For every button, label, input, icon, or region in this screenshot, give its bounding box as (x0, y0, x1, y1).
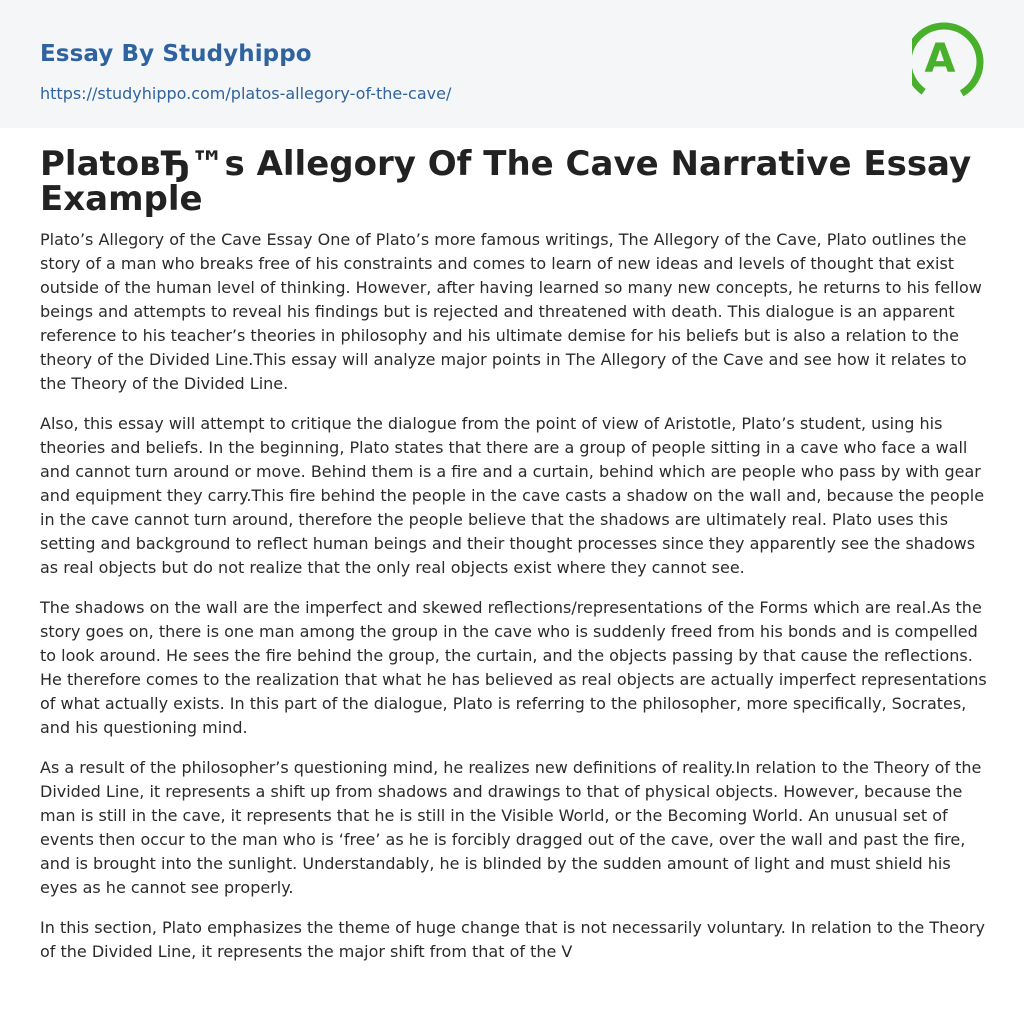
studyhippo-logo[interactable] (912, 18, 988, 106)
paragraph: The shadows on the wall are the imperfect and skewed reflections/representations of the Forms which are real.As the story goes on, there is one man among the group in the cave who is suddenly freed from his bonds and is compelled to look around. He sees the fire behind the group, the curtain, and the objects passing by that cause the reflections. He therefore comes to the realization that what he has believed as real objects are actually imperfect representations of what actually exists. In this part of the dialogue, Plato is referring to the philosopher, more specifically, Socrates, and his questioning mind. (40, 598, 987, 737)
paragraph: As a result of the philosopher’s questioning mind, he realizes new definitions of reality.In relation to the Theory of the Divided Line, it represents a shift up from shadows and drawings to that of physical objects. However, because the man is still in the cave, it represents that he is still in the Visible World, or the Becoming World. An unusual set of events then occur to the man who is ‘free’ as he is forcibly dragged out of the cave, over the wall and past the fire, and is brought into the sunlight. Understandably, he is blinded by the sudden amount of light and must shield his eyes as he cannot see properly. (40, 758, 982, 897)
paragraph: In this section, Plato emphasizes the theme of huge change that is not necessarily voluntary. In relation to the Theory of the Divided Line, it represents the major shift from that of the V (40, 918, 985, 961)
site-header (0, 0, 1024, 128)
logo-letter: A (924, 36, 956, 82)
page-title: PlatoвЂ™s Allegory Of The Cave Narrative Essay Example (40, 144, 972, 219)
paragraph: Plato’s Allegory of the Cave Essay One of Plato’s more famous writings, The Allegory of the Cave, Plato outlines the story of a man who breaks free of his constraints and comes to learn of new ideas and levels of thought that exist outside of the human level of thinking. However, after having learned so many new concepts, he returns to his fellow beings and attempts to reveal his findings but is rejected and threatened with death. This dialogue is an apparent reference to his teacher’s theories in philosophy and his ultimate demise for his beliefs but is also a relation to the theory of the Divided Line.This essay will analyze major points in The Allegory of the Cave and see how it relates to the Theory of the Divided Line. (40, 230, 982, 393)
article-body (40, 228, 988, 980)
article-url-link[interactable]: https://studyhippo.com/platos-allegory-of-the-cave/ (40, 84, 452, 103)
site-brand[interactable]: Essay By Studyhippo (40, 41, 312, 67)
paragraph: Also, this essay will attempt to critique the dialogue from the point of view of Aristotle, Plato’s student, using his theories and beliefs. In the beginning, Plato states that there are a group of people sitting in a cave who face a wall and cannot turn around or move. Behind them is a fire and a curtain, behind which are people who pass by with gear and equipment they carry.This fire behind the people in the cave casts a shadow on the wall and, because the people in the cave cannot turn around, therefore the people believe that the shadows are ultimately real. Plato uses this setting and background to reflect human beings and their thought processes since they apparently see the shadows as real objects but do not realize that the only real objects exist where they cannot see. (40, 414, 985, 577)
